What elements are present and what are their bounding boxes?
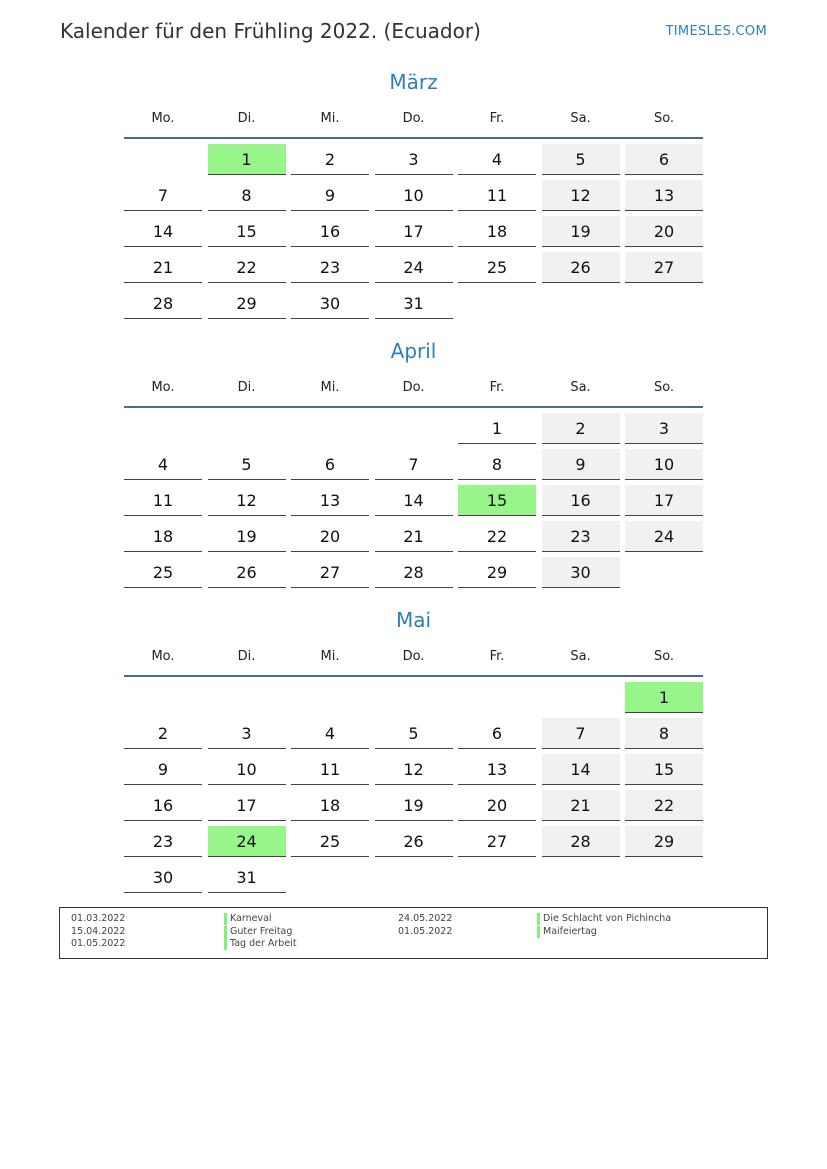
weekday-label: Sa. [570, 649, 591, 664]
day-cell: 29 [208, 288, 286, 319]
day-cell: 10 [375, 180, 453, 211]
holiday-day-cell: 1 [208, 144, 286, 175]
holiday-day-cell: 15 [458, 485, 536, 516]
holiday-day-cell: 1 [625, 682, 703, 713]
holiday-day-cell: 24 [208, 826, 286, 857]
day-cell: 27 [291, 557, 369, 588]
day-cell: 2 [542, 413, 620, 444]
weekday-label: So. [653, 380, 675, 395]
day-cell: 7 [542, 718, 620, 749]
weekday-label: Di. [237, 380, 256, 395]
day-cell: 28 [375, 557, 453, 588]
weekday-label: Do. [402, 380, 425, 395]
day-cell: 25 [124, 557, 202, 588]
day-cell: 26 [208, 557, 286, 588]
day-cell: 16 [542, 485, 620, 516]
day-cell: 23 [291, 252, 369, 283]
weekday-label: Sa. [570, 111, 591, 126]
day-cell: 26 [375, 826, 453, 857]
day-cell: 16 [291, 216, 369, 247]
day-cell: 14 [542, 754, 620, 785]
day-cell: 28 [124, 288, 202, 319]
legend-date: 01.05.2022 [71, 938, 126, 949]
day-cell: 13 [625, 180, 703, 211]
day-cell: 30 [124, 862, 202, 893]
day-cell: 6 [625, 144, 703, 175]
legend-date: 01.05.2022 [398, 926, 453, 937]
day-cell: 30 [291, 288, 369, 319]
day-cell: 27 [625, 252, 703, 283]
day-cell: 11 [291, 754, 369, 785]
day-cell: 19 [542, 216, 620, 247]
day-cell: 29 [458, 557, 536, 588]
day-cell: 31 [375, 288, 453, 319]
day-cell: 19 [375, 790, 453, 821]
day-cell: 21 [542, 790, 620, 821]
day-cell: 20 [625, 216, 703, 247]
weekday-label: Mi. [320, 380, 340, 395]
weekday-label: Mo. [151, 649, 175, 664]
day-cell: 7 [375, 449, 453, 480]
day-cell: 17 [625, 485, 703, 516]
day-cell: 13 [458, 754, 536, 785]
day-cell: 5 [375, 718, 453, 749]
day-cell: 2 [124, 718, 202, 749]
month-name: April [390, 339, 437, 363]
day-cell: 4 [124, 449, 202, 480]
day-cell: 4 [291, 718, 369, 749]
weekday-label: Mi. [320, 649, 340, 664]
day-cell: 4 [458, 144, 536, 175]
day-cell: 19 [208, 521, 286, 552]
month-name: Mai [395, 608, 432, 632]
day-cell: 5 [208, 449, 286, 480]
day-cell: 24 [625, 521, 703, 552]
day-cell: 8 [458, 449, 536, 480]
day-cell: 25 [291, 826, 369, 857]
weekday-label: Fr. [489, 380, 505, 395]
legend-date: 15.04.2022 [71, 926, 126, 937]
day-cell: 31 [208, 862, 286, 893]
page-title: Kalender für den Frühling 2022. (Ecuador) [60, 19, 481, 43]
day-cell: 18 [124, 521, 202, 552]
day-cell: 28 [542, 826, 620, 857]
day-cell: 9 [124, 754, 202, 785]
day-cell: 21 [124, 252, 202, 283]
weekday-label: Mo. [151, 380, 175, 395]
weekday-label: So. [653, 649, 675, 664]
day-cell: 21 [375, 521, 453, 552]
legend-holiday-name: Die Schlacht von Pichincha [537, 913, 671, 925]
day-cell: 23 [542, 521, 620, 552]
day-cell: 13 [291, 485, 369, 516]
day-cell: 14 [124, 216, 202, 247]
legend-holiday-name: Maifeiertag [537, 926, 597, 938]
day-cell: 11 [458, 180, 536, 211]
weekday-label: Di. [237, 649, 256, 664]
day-grid [0, 70, 827, 313]
legend-holiday-name: Karneval [224, 913, 272, 925]
day-cell: 5 [542, 144, 620, 175]
weekday-label: Sa. [570, 380, 591, 395]
day-cell: 12 [542, 180, 620, 211]
day-cell: 29 [625, 826, 703, 857]
day-cell: 18 [458, 216, 536, 247]
day-cell: 22 [458, 521, 536, 552]
day-cell: 22 [208, 252, 286, 283]
weekday-label: Fr. [489, 111, 505, 126]
day-cell: 8 [208, 180, 286, 211]
day-cell: 7 [124, 180, 202, 211]
holiday-legend [59, 907, 768, 959]
legend-holiday-name: Guter Freitag [224, 926, 292, 938]
weekday-label: So. [653, 111, 675, 126]
day-cell: 12 [208, 485, 286, 516]
day-cell: 20 [458, 790, 536, 821]
day-cell: 25 [458, 252, 536, 283]
day-cell: 15 [625, 754, 703, 785]
day-cell: 10 [625, 449, 703, 480]
day-cell: 8 [625, 718, 703, 749]
day-cell: 6 [458, 718, 536, 749]
day-cell: 9 [542, 449, 620, 480]
month-name: März [389, 70, 438, 94]
weekday-label: Do. [402, 111, 425, 126]
day-cell: 26 [542, 252, 620, 283]
day-cell: 2 [291, 144, 369, 175]
day-cell: 3 [625, 413, 703, 444]
day-cell: 27 [458, 826, 536, 857]
day-grid [0, 339, 827, 582]
day-cell: 9 [291, 180, 369, 211]
day-cell: 15 [208, 216, 286, 247]
weekday-label: Di. [237, 111, 256, 126]
weekday-label: Do. [402, 649, 425, 664]
day-cell: 22 [625, 790, 703, 821]
legend-date: 24.05.2022 [398, 913, 453, 924]
day-cell: 6 [291, 449, 369, 480]
day-cell: 10 [208, 754, 286, 785]
day-cell: 14 [375, 485, 453, 516]
legend-date: 01.03.2022 [71, 913, 126, 924]
day-cell: 3 [208, 718, 286, 749]
day-cell: 17 [208, 790, 286, 821]
day-cell: 30 [542, 557, 620, 588]
day-cell: 16 [124, 790, 202, 821]
day-cell: 24 [375, 252, 453, 283]
weekday-label: Fr. [489, 649, 505, 664]
day-cell: 3 [375, 144, 453, 175]
day-grid [0, 608, 827, 887]
day-cell: 18 [291, 790, 369, 821]
weekday-label: Mo. [151, 111, 175, 126]
day-cell: 12 [375, 754, 453, 785]
day-cell: 11 [124, 485, 202, 516]
day-cell: 17 [375, 216, 453, 247]
day-cell: 20 [291, 521, 369, 552]
day-cell: 23 [124, 826, 202, 857]
day-cell: 1 [458, 413, 536, 444]
brand-link[interactable]: TIMESLES.COM [665, 24, 767, 39]
weekday-label: Mi. [320, 111, 340, 126]
legend-holiday-name: Tag der Arbeit [224, 938, 297, 950]
